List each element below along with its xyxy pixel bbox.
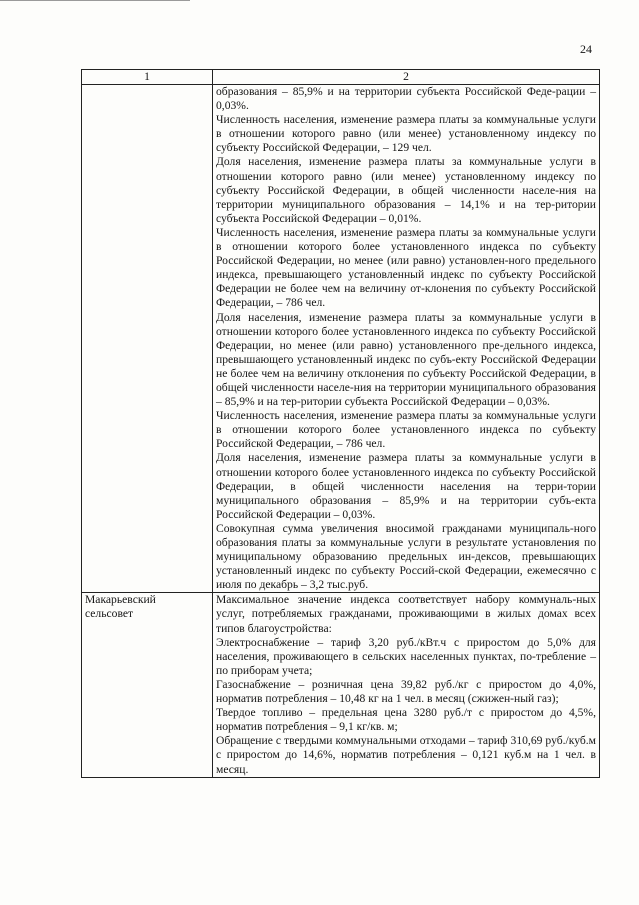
paragraph: Обращение с твердыми коммунальными отходами – тариф 310,69 руб./куб.м с приростом до 14,6%, норматив потребления – 0,121 куб.м на 1 чел. в месяц. [216, 734, 596, 776]
paragraph: Совокупная сумма увеличения вносимой гражданами муниципаль-ного образования платы за коммунальные услуги в результате установления по муниципальному образованию предельных ин-дексов, превышающих установленный индекс по субъекту Россий-ской Федерации, ежемесячно с июля по декабрь – 3,2 тыс.руб. [216, 521, 596, 592]
row-label [82, 85, 213, 593]
table-row [82, 85, 600, 593]
paragraph: Максимальное значение индекса соответствует набору коммуналь-ных услуг, потребляемых гражданами, проживающими в жилых домах всех типов благоустройства: [216, 593, 596, 635]
paragraph: Электроснабжение – тариф 3,20 руб./кВт.ч с приростом до 5,0% для населения, проживающего в сельских населенных пунктах, по-требление – по приборам учета; [216, 635, 596, 677]
table-header-row [82, 70, 600, 85]
top-rule [0, 0, 190, 1]
paragraph: образования – 85,9% и на территории субъекта Российской Феде-рации – 0,03%. [216, 85, 596, 113]
table-row [82, 593, 600, 777]
document-table [81, 69, 600, 778]
row-content [213, 85, 600, 593]
paragraph: Доля населения, изменение размера платы за коммунальные услуги в отношении которого более установленного индекса по субъекту Российской Федерации, но менее (или равно) установленного пре-дельного индекса, превышающего установленный индекс по субъ-екту Российской Федерации не более чем на величину отклонения по субъекту Российской Федерации, в общей численности населе-ния на территории муниципального образования – 85,9% и на тер-ритории субъекта Российской Федерации – 0,03%. [216, 310, 596, 409]
row-label-line: сельсовет [85, 607, 134, 621]
page-number: 24 [580, 42, 592, 56]
paragraph: Численность населения, изменение размера платы за коммунальные услуги в отношении которого более установленного индекса по субъекту Российской Федерации, но менее (или равно) установлен-ного предельного индекса, превышающего установленный индекс по субъекту Российской Федерации не более чем на величину от-клонения по субъекту Российской Федерации, – 786 чел. [216, 225, 596, 310]
paragraph: Доля населения, изменение размера платы за коммунальные услуги в отношении которого равно (или менее) установленному индексу по субъекту Российской Федерации, в общей численности населе-ния на территории муниципального образования – 14,1% и на тер-ритории субъекта Российской Федерации – 0,01%. [216, 155, 596, 225]
paragraph: Доля населения, изменение размера платы за коммунальные услуги в отношении которого более установленного индекса по субъекту Российской Федерации, в общей численности населения на терри-тории муниципального образования – 85,9% и на территории субъ-екта Российской Федерации – 0,03%. [216, 451, 596, 521]
row-content [213, 593, 600, 777]
paragraph: Твердое топливо – предельная цена 3280 руб./т с приростом до 4,5%, норматив потребления – 9,1 кг/кв. м; [216, 706, 596, 734]
paragraph: Численность населения, изменение размера платы за коммунальные услуги в отношении которого более установленного индекса по субъекту Российской Федерации, – 786 чел. [216, 409, 596, 451]
paragraph: Численность населения, изменение размера платы за коммунальные услуги в отношении которого равно (или менее) установленному индексу по субъекту Российской Федерации, – 129 чел. [216, 113, 596, 155]
header-col-1: 1 [82, 70, 213, 85]
paragraph: Газоснабжение – розничная цена 39,82 руб./кг с приростом до 4,0%, норматив потребления – 10,48 кг на 1 чел. в месяц (сжижен-ный газ); [216, 677, 596, 706]
row-label-makarevsky [82, 593, 213, 777]
header-col-2: 2 [213, 70, 600, 85]
row-label-line: Макарьевский [85, 593, 156, 607]
